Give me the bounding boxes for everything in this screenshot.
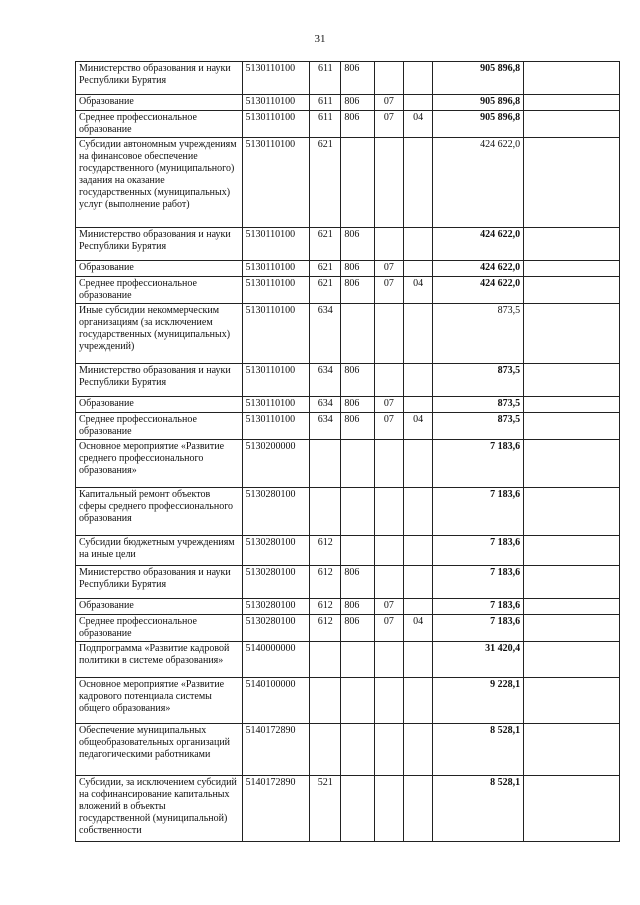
empty-cell (524, 678, 620, 724)
row-name: Образование (76, 261, 243, 277)
empty-cell (524, 566, 620, 599)
department-code: 806 (341, 261, 374, 277)
expense-type: 521 (310, 776, 341, 842)
row-name: Министерство образования и науки Республики Бурятия (76, 228, 243, 261)
target-code: 5130110100 (242, 95, 310, 111)
subsection-code (403, 138, 432, 228)
table-row (76, 615, 620, 642)
subsection-code (403, 397, 432, 413)
amount: 905 896,8 (433, 111, 524, 138)
department-code: 806 (341, 413, 374, 440)
table-row (76, 599, 620, 615)
table-row (76, 277, 620, 304)
section-code: 07 (374, 413, 403, 440)
section-code: 07 (374, 599, 403, 615)
section-code (374, 62, 403, 95)
empty-cell (524, 724, 620, 776)
empty-cell (524, 364, 620, 397)
table-row (76, 776, 620, 842)
table-row (76, 397, 620, 413)
expense-type: 621 (310, 228, 341, 261)
row-name: Подпрограмма «Развитие кадровой политики в системе образования» (76, 642, 243, 678)
row-name: Образование (76, 95, 243, 111)
expense-type: 612 (310, 536, 341, 566)
amount: 7 183,6 (433, 440, 524, 488)
target-code: 5130280100 (242, 566, 310, 599)
expense-type: 612 (310, 615, 341, 642)
expense-type: 634 (310, 397, 341, 413)
amount: 424 622,0 (433, 261, 524, 277)
empty-cell (524, 599, 620, 615)
amount: 7 183,6 (433, 488, 524, 536)
empty-cell (524, 776, 620, 842)
amount: 7 183,6 (433, 566, 524, 599)
row-name: Министерство образования и науки Республики Бурятия (76, 364, 243, 397)
table-row (76, 413, 620, 440)
row-name: Министерство образования и науки Республики Бурятия (76, 566, 243, 599)
department-code (341, 440, 374, 488)
amount: 905 896,8 (433, 62, 524, 95)
subsection-code: 04 (403, 111, 432, 138)
table-row (76, 62, 620, 95)
target-code: 5130110100 (242, 62, 310, 95)
expense-type: 612 (310, 599, 341, 615)
amount: 8 528,1 (433, 776, 524, 842)
table-row (76, 261, 620, 277)
row-name: Среднее профессиональное образование (76, 277, 243, 304)
target-code: 5140172890 (242, 776, 310, 842)
empty-cell (524, 62, 620, 95)
department-code (341, 488, 374, 536)
empty-cell (524, 95, 620, 111)
subsection-code (403, 304, 432, 364)
empty-cell (524, 413, 620, 440)
table-row (76, 138, 620, 228)
target-code: 5130110100 (242, 261, 310, 277)
target-code: 5130280100 (242, 599, 310, 615)
subsection-code (403, 599, 432, 615)
section-code: 07 (374, 95, 403, 111)
expense-type: 621 (310, 138, 341, 228)
row-name: Субсидии бюджетным учреждениям на иные цели (76, 536, 243, 566)
empty-cell (524, 488, 620, 536)
table-row (76, 364, 620, 397)
subsection-code (403, 364, 432, 397)
row-name: Обеспечение муниципальных общеобразовательных организаций педагогическими работниками (76, 724, 243, 776)
department-code (341, 724, 374, 776)
amount: 8 528,1 (433, 724, 524, 776)
subsection-code: 04 (403, 277, 432, 304)
table-row (76, 440, 620, 488)
empty-cell (524, 138, 620, 228)
amount: 7 183,6 (433, 599, 524, 615)
department-code: 806 (341, 566, 374, 599)
expense-type: 612 (310, 566, 341, 599)
department-code: 806 (341, 62, 374, 95)
target-code: 5130200000 (242, 440, 310, 488)
row-name: Образование (76, 397, 243, 413)
subsection-code (403, 724, 432, 776)
expense-type: 621 (310, 277, 341, 304)
department-code: 806 (341, 228, 374, 261)
table-row (76, 724, 620, 776)
table-row (76, 488, 620, 536)
subsection-code (403, 488, 432, 536)
page-number: 31 (314, 33, 326, 45)
amount: 9 228,1 (433, 678, 524, 724)
target-code: 5140000000 (242, 642, 310, 678)
subsection-code: 04 (403, 615, 432, 642)
empty-cell (524, 397, 620, 413)
section-code (374, 536, 403, 566)
section-code (374, 776, 403, 842)
target-code: 5130110100 (242, 111, 310, 138)
empty-cell (524, 277, 620, 304)
department-code: 806 (341, 615, 374, 642)
department-code: 806 (341, 95, 374, 111)
section-code: 07 (374, 111, 403, 138)
section-code (374, 566, 403, 599)
amount: 873,5 (433, 364, 524, 397)
target-code: 5130110100 (242, 364, 310, 397)
budget-table (75, 61, 620, 842)
row-name: Среднее профессиональное образование (76, 413, 243, 440)
target-code: 5140172890 (242, 724, 310, 776)
target-code: 5130110100 (242, 277, 310, 304)
department-code: 806 (341, 397, 374, 413)
subsection-code (403, 228, 432, 261)
expense-type: 634 (310, 413, 341, 440)
department-code: 806 (341, 277, 374, 304)
subsection-code (403, 536, 432, 566)
subsection-code (403, 95, 432, 111)
section-code: 07 (374, 277, 403, 304)
target-code: 5130280100 (242, 488, 310, 536)
target-code: 5130110100 (242, 413, 310, 440)
section-code (374, 724, 403, 776)
target-code: 5130280100 (242, 536, 310, 566)
subsection-code (403, 678, 432, 724)
table-row (76, 642, 620, 678)
expense-type: 611 (310, 62, 341, 95)
empty-cell (524, 111, 620, 138)
section-code (374, 228, 403, 261)
section-code: 07 (374, 615, 403, 642)
subsection-code (403, 261, 432, 277)
table-row (76, 566, 620, 599)
department-code: 806 (341, 111, 374, 138)
section-code (374, 642, 403, 678)
target-code: 5140100000 (242, 678, 310, 724)
target-code: 5130110100 (242, 304, 310, 364)
amount: 873,5 (433, 413, 524, 440)
expense-type: 611 (310, 95, 341, 111)
department-code: 806 (341, 364, 374, 397)
amount: 424 622,0 (433, 138, 524, 228)
row-name: Среднее профессиональное образование (76, 615, 243, 642)
department-code (341, 776, 374, 842)
section-code (374, 440, 403, 488)
row-name: Среднее профессиональное образование (76, 111, 243, 138)
expense-type (310, 724, 341, 776)
table-row (76, 536, 620, 566)
expense-type (310, 440, 341, 488)
section-code (374, 138, 403, 228)
subsection-code (403, 642, 432, 678)
table-row (76, 304, 620, 364)
empty-cell (524, 615, 620, 642)
subsection-code (403, 440, 432, 488)
amount: 7 183,6 (433, 536, 524, 566)
section-code (374, 488, 403, 536)
expense-type (310, 678, 341, 724)
row-name: Образование (76, 599, 243, 615)
amount: 424 622,0 (433, 228, 524, 261)
table-row (76, 95, 620, 111)
amount: 7 183,6 (433, 615, 524, 642)
budget-table-body (76, 62, 620, 842)
expense-type: 611 (310, 111, 341, 138)
row-name: Иные субсидии некоммерческим организациям (за исключением государственных (муниципальных) учреждений) (76, 304, 243, 364)
table-row (76, 228, 620, 261)
amount: 873,5 (433, 397, 524, 413)
section-code (374, 678, 403, 724)
empty-cell (524, 304, 620, 364)
expense-type (310, 488, 341, 536)
row-name: Субсидии автономным учреждениям на финансовое обеспечение государственного (муниципального) задания на оказание государственных (муниципальных) услуг (выполнение работ) (76, 138, 243, 228)
amount: 31 420,4 (433, 642, 524, 678)
expense-type: 621 (310, 261, 341, 277)
expense-type (310, 642, 341, 678)
section-code (374, 304, 403, 364)
subsection-code: 04 (403, 413, 432, 440)
department-code: 806 (341, 599, 374, 615)
expense-type: 634 (310, 364, 341, 397)
target-code: 5130110100 (242, 397, 310, 413)
target-code: 5130110100 (242, 138, 310, 228)
section-code (374, 364, 403, 397)
section-code: 07 (374, 397, 403, 413)
target-code: 5130110100 (242, 228, 310, 261)
target-code: 5130280100 (242, 615, 310, 642)
empty-cell (524, 261, 620, 277)
subsection-code (403, 776, 432, 842)
row-name: Субсидии, за исключением субсидий на софинансирование капитальных вложений в объекты государственной (муниципальной) собственности (76, 776, 243, 842)
department-code (341, 678, 374, 724)
empty-cell (524, 440, 620, 488)
table-row (76, 111, 620, 138)
department-code (341, 536, 374, 566)
table-row (76, 678, 620, 724)
amount: 905 896,8 (433, 95, 524, 111)
section-code: 07 (374, 261, 403, 277)
amount: 873,5 (433, 304, 524, 364)
subsection-code (403, 62, 432, 95)
subsection-code (403, 566, 432, 599)
empty-cell (524, 642, 620, 678)
row-name: Капитальный ремонт объектов сферы среднего профессионального образования (76, 488, 243, 536)
department-code (341, 642, 374, 678)
department-code (341, 304, 374, 364)
row-name: Министерство образования и науки Республики Бурятия (76, 62, 243, 95)
empty-cell (524, 228, 620, 261)
empty-cell (524, 536, 620, 566)
amount: 424 622,0 (433, 277, 524, 304)
department-code (341, 138, 374, 228)
expense-type: 634 (310, 304, 341, 364)
row-name: Основное мероприятие «Развитие кадрового потенциала системы общего образования» (76, 678, 243, 724)
row-name: Основное мероприятие «Развитие среднего профессионального образования» (76, 440, 243, 488)
